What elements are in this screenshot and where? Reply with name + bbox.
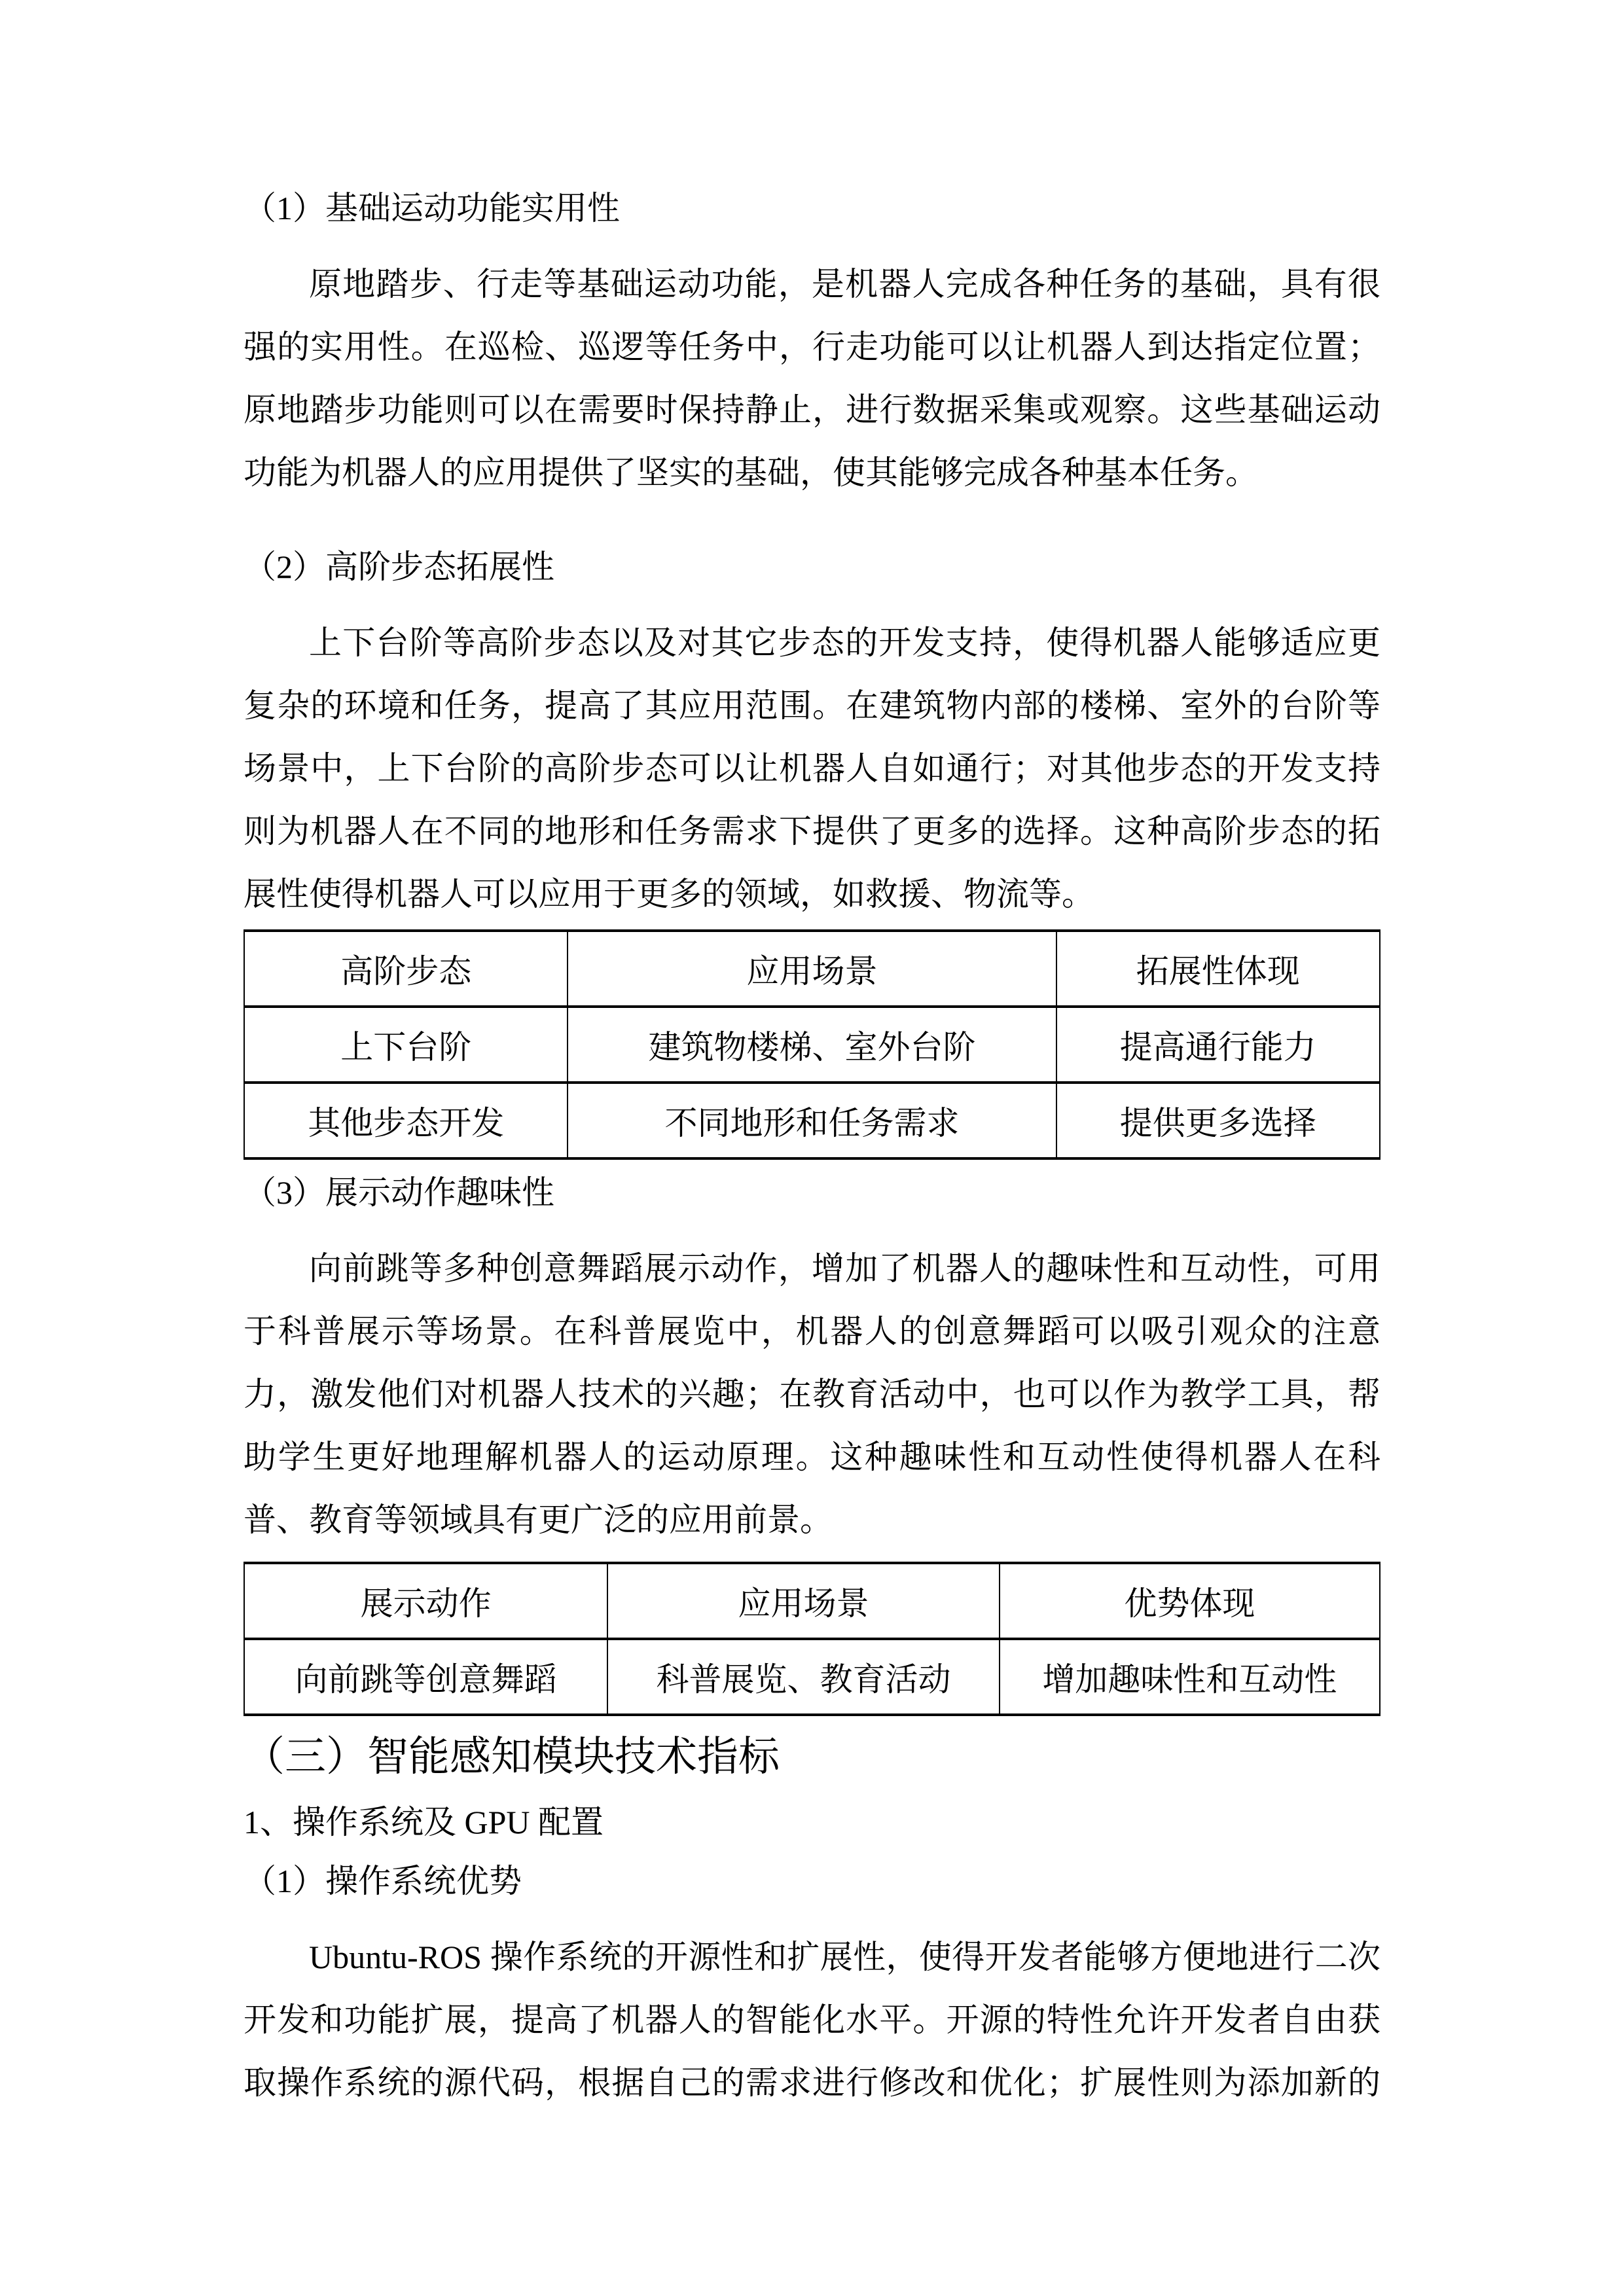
- heading-demo-action: （3）展示动作趣味性: [244, 1174, 554, 1211]
- paragraph-line: 力，激发他们对机器人技术的兴趣；在教育活动中，也可以作为教学工具，帮: [244, 1376, 1380, 1412]
- demo-table: [244, 1562, 1380, 1716]
- paragraph-demo-action: [244, 1237, 1380, 1551]
- paragraph-line: 上下台阶等高阶步态以及对其它步态的开发支持，使得机器人能够适应更: [309, 624, 1380, 661]
- table-header-cell: 应用场景: [607, 1563, 1000, 1639]
- paragraph-line: 复杂的环境和任务，提高了其应用范围。在建筑物内部的楼梯、室外的台阶等: [244, 687, 1380, 724]
- table-row: [244, 1639, 1380, 1715]
- paragraph-line: 原地踏步、行走等基础运动功能，是机器人完成各种任务的基础，具有很: [309, 266, 1380, 302]
- table-cell: 增加趣味性和互动性: [1000, 1639, 1380, 1715]
- gait-table: [244, 929, 1380, 1160]
- paragraph-line: 功能为机器人的应用提供了坚实的基础，使其能够完成各种基本任务。: [244, 454, 1258, 491]
- table-row: [244, 1083, 1380, 1158]
- table-row: [244, 1007, 1380, 1083]
- paragraph-line: Ubuntu-ROS 操作系统的开源性和扩展性，使得开发者能够方便地进行二次: [309, 1939, 1380, 1975]
- paragraph-line: 展性使得机器人可以应用于更多的领域，如救援、物流等。: [244, 876, 1094, 912]
- paragraph-line: 于科普展示等场景。在科普展览中，机器人的创意舞蹈可以吸引观众的注意: [244, 1313, 1380, 1350]
- demo-table-header-row: [244, 1563, 1380, 1639]
- section-heading-perception-module: （三）智能感知模块技术指标: [244, 1734, 780, 1780]
- heading-advanced-gait: （2）高阶步态拓展性: [244, 548, 554, 585]
- table-cell: 上下台阶: [244, 1007, 568, 1083]
- subheading-os-gpu: 1、操作系统及 GPU 配置: [244, 1804, 604, 1840]
- paragraph-line: 开发和功能扩展，提高了机器人的智能化水平。开源的特性允许开发者自由获: [244, 2001, 1380, 2038]
- table-header-cell: 应用场景: [568, 931, 1056, 1007]
- paragraph-line: 取操作系统的源代码，根据自己的需求进行修改和优化；扩展性则为添加新的: [244, 2064, 1380, 2101]
- table-cell: 建筑物楼梯、室外台阶: [568, 1007, 1056, 1083]
- paragraph-line: 向前跳等多种创意舞蹈展示动作，增加了机器人的趣味性和互动性，可用: [309, 1250, 1380, 1287]
- paragraph-line: 则为机器人在不同的地形和任务需求下提供了更多的选择。这种高阶步态的拓: [244, 813, 1380, 850]
- paragraph-line: 场景中，上下台阶的高阶步态可以让机器人自如通行；对其他步态的开发支持: [244, 750, 1380, 787]
- table-cell: 科普展览、教育活动: [607, 1639, 1000, 1715]
- paragraph-line: 原地踏步功能则可以在需要时保持静止，进行数据采集或观察。这些基础运动: [244, 391, 1380, 428]
- table-header-cell: 拓展性体现: [1056, 931, 1380, 1007]
- table-cell: 提供更多选择: [1056, 1083, 1380, 1158]
- gait-table-header-row: [244, 931, 1380, 1007]
- table-header-cell: 优势体现: [1000, 1563, 1380, 1639]
- paragraph-basic-motion: [244, 253, 1380, 504]
- paragraph-line: 强的实用性。在巡检、巡逻等任务中，行走功能可以让机器人到达指定位置；: [244, 329, 1380, 365]
- table-cell: 其他步态开发: [244, 1083, 568, 1158]
- paragraph-line: 助学生更好地理解机器人的运动原理。这种趣味性和互动性使得机器人在科: [244, 1439, 1380, 1475]
- table-header-cell: 高阶步态: [244, 931, 568, 1007]
- paragraph-line: 普、教育等领域具有更广泛的应用前景。: [244, 1501, 833, 1538]
- table-cell: 提高通行能力: [1056, 1007, 1380, 1083]
- subheading-os-advantage: （1）操作系统优势: [244, 1863, 522, 1899]
- paragraph-os-advantage: [244, 1926, 1380, 2114]
- table-cell: 向前跳等创意舞蹈: [244, 1639, 607, 1715]
- table-cell: 不同地形和任务需求: [568, 1083, 1056, 1158]
- paragraph-advanced-gait: [244, 611, 1380, 925]
- heading-basic-motion: （1）基础运动功能实用性: [244, 190, 620, 226]
- table-header-cell: 展示动作: [244, 1563, 607, 1639]
